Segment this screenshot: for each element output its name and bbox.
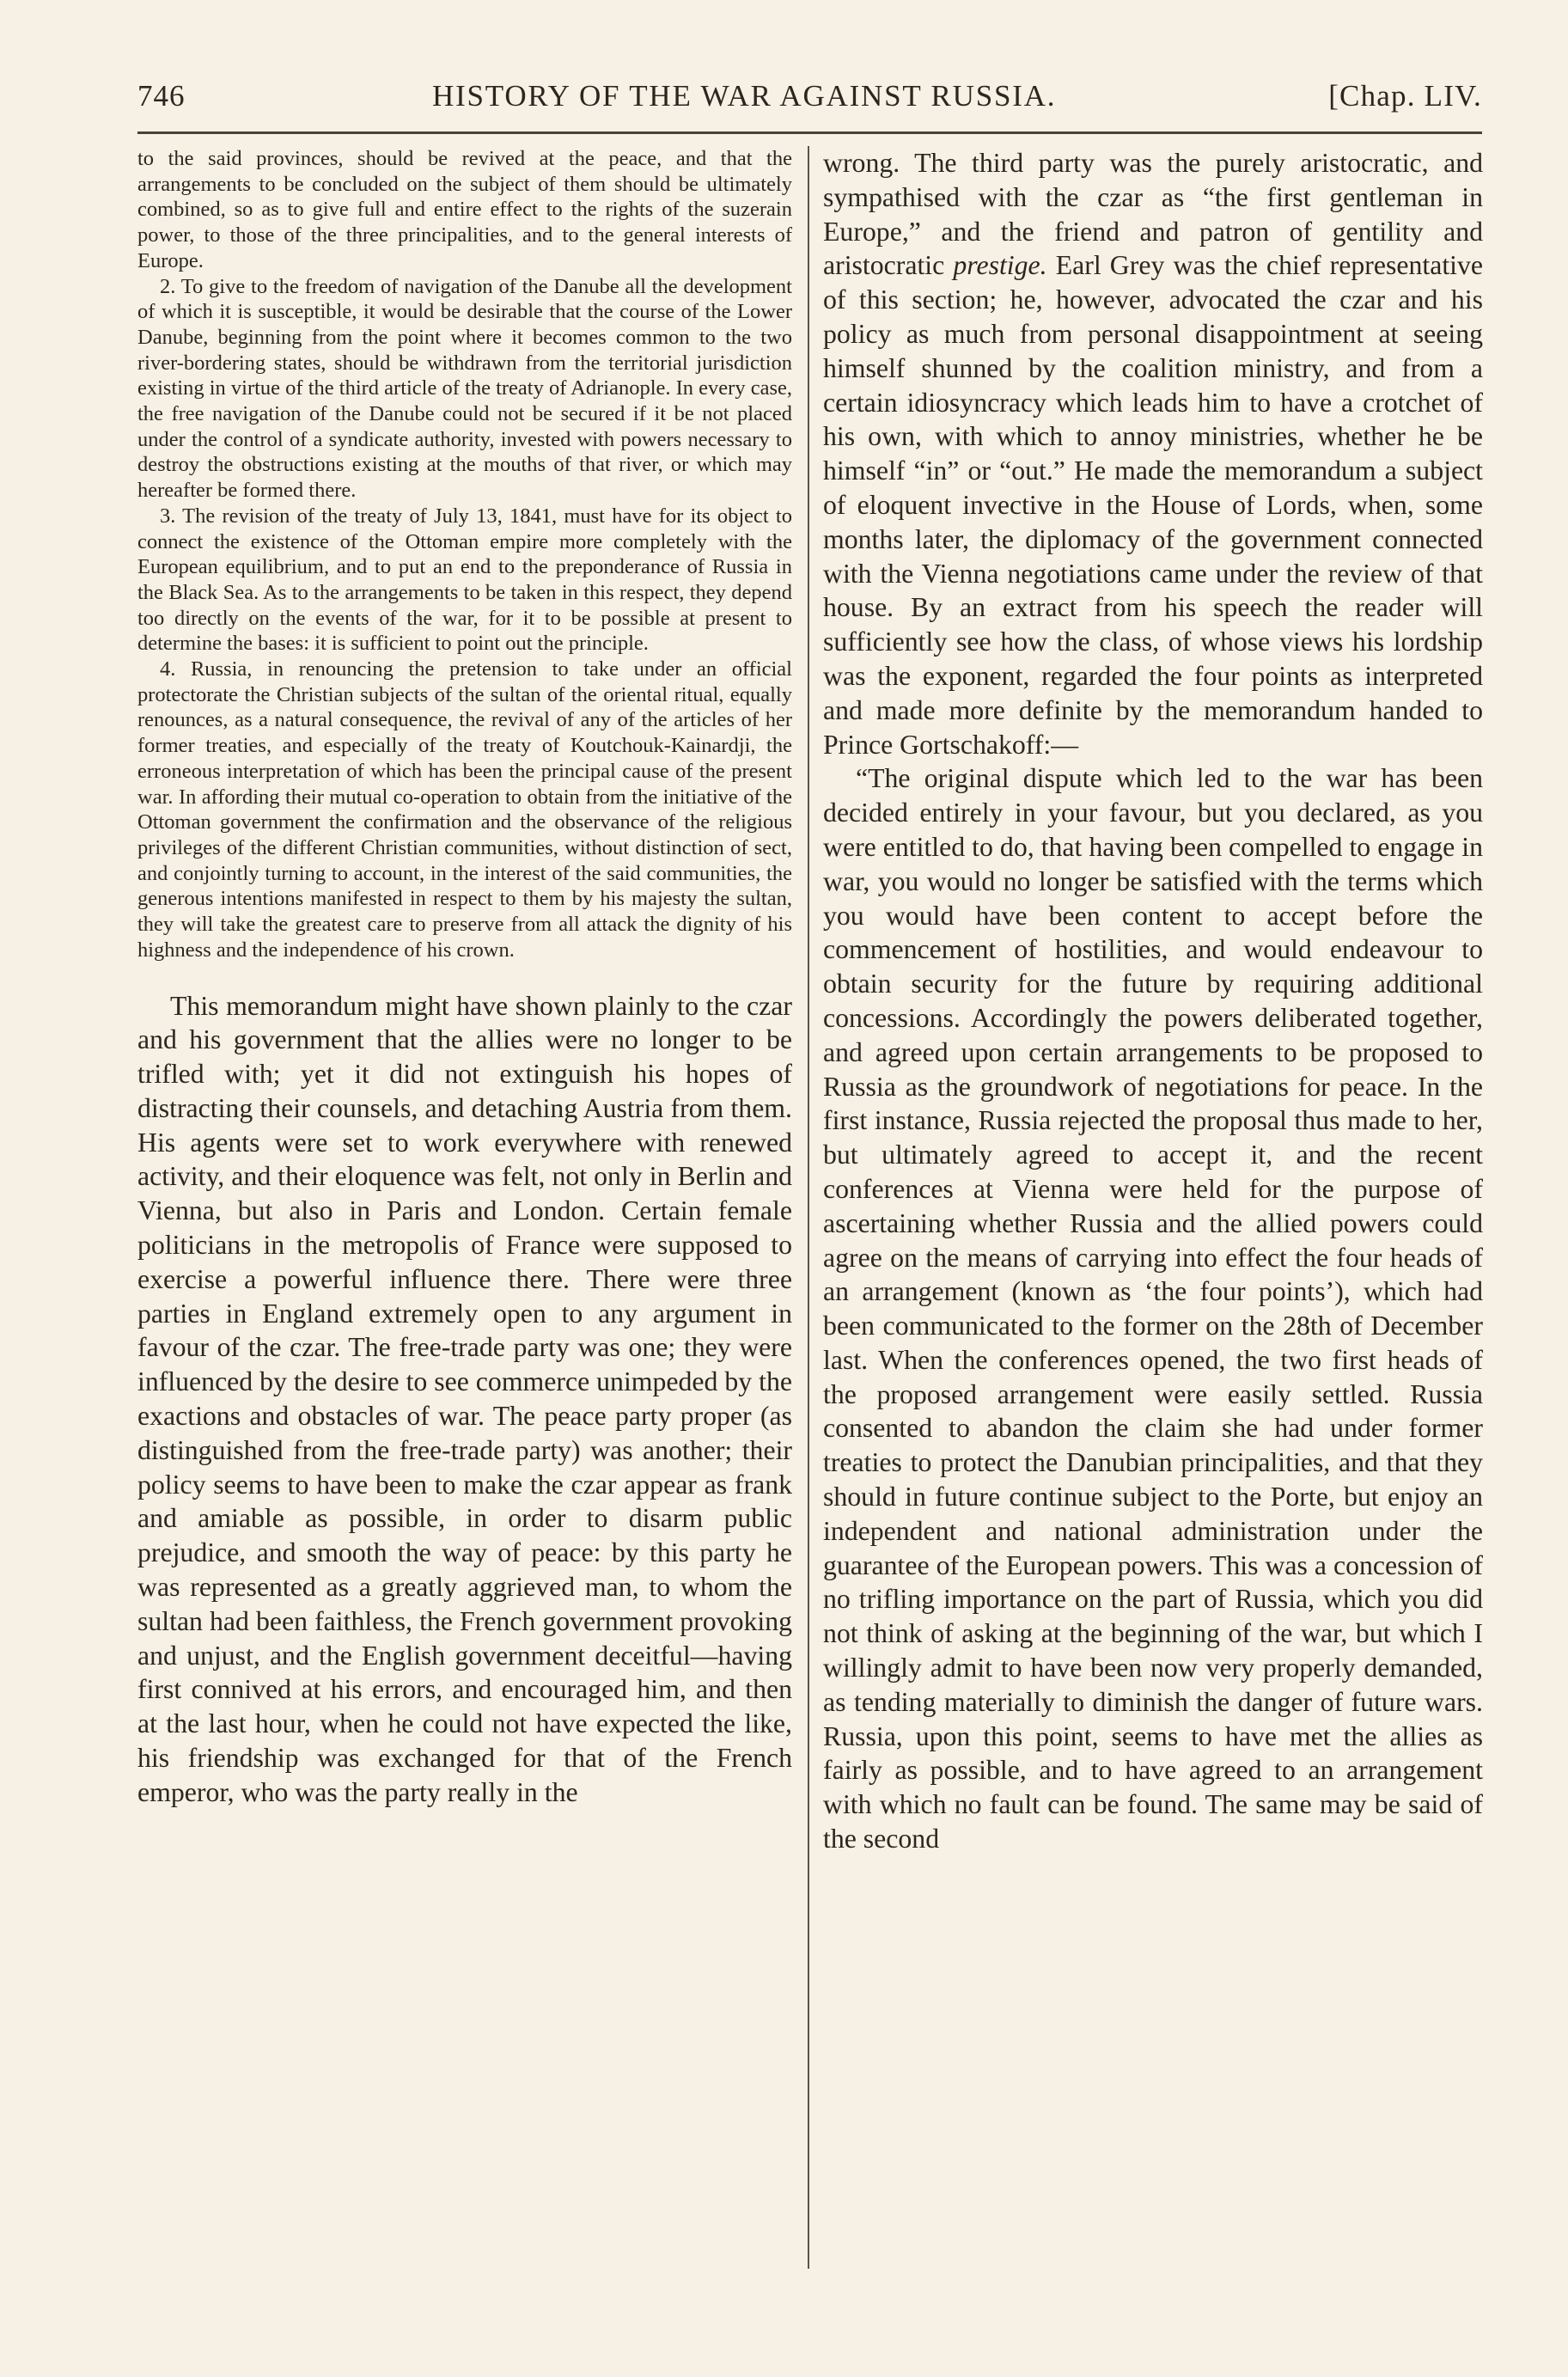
chapter-label: [Chap. LIV. xyxy=(1328,79,1482,113)
running-title: HISTORY OF THE WAR AGAINST RUSSIA. xyxy=(432,79,1057,113)
right-column xyxy=(823,146,1483,1856)
memorandum-clause-2: 2. To give to the freedom of navigation of the Danube all the development of which it is susceptible, it would be desirable that the course of the Lower Danube, beginning from the point where it becomes common to the two river-bordering states, should be withdrawn from the territorial jurisdiction existing in virtue of the third article of the treaty of Adrianople. In every case, the free navigation of the Danube could not be secured if it be not placed under the control of a syndicate authority, invested with powers necessary to destroy the obstructions existing at the mouths of that river, or which may hereafter be formed there. xyxy=(137,274,792,503)
page-number: 746 xyxy=(137,79,186,113)
clause-gap xyxy=(137,963,792,989)
earl-grey-paragraph xyxy=(823,146,1483,761)
speech-quotation: “The original dispute which led to the war has been decided entirely in your favour, but you declared, as you were entitled to do, that having been compelled to engage in war, you would no longer be satisfied with the terms which you would have been content to accept before the commencement of hostilities, and would endeavour to obtain security for the future by requiring additional concessions. Accordingly the powers deliberated together, and agreed upon certain arrangements to be proposed to Russia as the groundwork of negotiations for peace. In the first instance, Russia rejected the proposal thus made to her, but ultimately agreed to accept it, and the recent conferences at Vienna were held for the purpose of ascertaining whether Russia and the allied powers could agree on the means of carrying into effect the four heads of an arrangement (known as ‘the four points’), which had been communicated to the former on the 28th of December last. When the conferences opened, the two first heads of the proposed arrangement were easily settled. Russia consented to abandon the claim she had under former treaties to protect the Danubian principalities, and that they should in future continue subject to the Porte, but enjoy an independent and national administration under the guarantee of the European powers. This was a concession of no trifling importance on the part of Russia, which you did not think of asking at the beginning of the war, but which I willingly admit to have been now very properly demanded, as tending materially to diminish the danger of future wars. Russia, upon this point, seems to have met the allies as fairly as possible, and to have agreed to an arrangement with which no fault can be found. The same may be said of the second xyxy=(823,763,1483,1855)
narrative-block xyxy=(137,989,792,1810)
page-header xyxy=(137,79,1482,122)
earl-grey-text-part-1: wrong. The third party was the purely aristocratic, and sympathised with the czar as “the first gentleman in Europe,” and the friend and patron of gentility and aristocratic xyxy=(823,148,1483,281)
earl-grey-text-part-2: Earl Grey was the chief representative of this section; he, however, advocated the czar and his policy as much from personal disappointment at seeing himself shunned by the coalition ministry, and from a certain idiosyncracy which leads him to have a crotchet of his own, with which to annoy ministries, whether he be himself “in” or “out.” He made the memorandum a subject of eloquent invective in the House of Lords, when, some months later, the diplomacy of the government connected with the Vienna negotiations came under the review of that house. By an extract from his speech the reader will sufficiently see how the class, of whose views his lordship was the exponent, regarded the four points as interpreted and made more definite by the memorandum handed to Prince Gortschakoff:— xyxy=(823,250,1483,760)
column-divider xyxy=(808,146,809,2269)
right-text-block xyxy=(823,146,1483,1856)
memorandum-clauses xyxy=(137,146,792,963)
memorandum-clause-1-continued: to the said provinces, should be revived at the peace, and that the arrangements to be concluded on the subject of them should be ultimately combined, so as to give full and entire effect to the rights of the suzerain power, to those of the three principalities, and to the general interests of Europe. xyxy=(137,147,792,272)
memorandum-clause-4: 4. Russia, in renouncing the pretension to take under an official protectorate the Christian subjects of the sultan of the oriental ritual, equally renounces, as a natural consequence, the revival of any of the articles of her former treaties, and especially of the treaty of Koutchouk-Kainardji, the erroneous interpretation of which has been the principal cause of the present war. In affording their mutual co-operation to obtain from the initiative of the Ottoman government the confirmation and the observance of the religious privileges of the different Christian communities, without distinction of sect, and conjointly turning to account, in the interest of the said communities, the generous intentions manifested in respect to them by his majesty the sultan, they will take the greatest care to preserve from all attack the dignity of his highness and the independence of his crown. xyxy=(137,657,792,962)
header-rule xyxy=(137,131,1482,134)
narrative-paragraph: This memorandum might have shown plainly to the czar and his government that the allies were no longer to be trifled with; yet it did not extinguish his hopes of distracting their counsels, and detaching Austria from them. His agents were set to work everywhere with renewed activity, and their eloquence was felt, not only in Berlin and Vienna, but also in Paris and London. Certain female politicians in the metropolis of France were supposed to exercise a powerful influence there. There were three parties in England extremely open to any argument in favour of the czar. The free-trade party was one; they were influenced by the desire to see commerce unimpeded by the exactions and obstacles of war. The peace party proper (as distinguished from the free-trade party) was another; their policy seems to have been to make the czar appear as frank and amiable as possible, in order to disarm public prejudice, and smooth the way of peace: by this party he was represented as a greatly aggrieved man, to whom the sultan had been faithless, the French government provoking and unjust, and the English government deceitful—having first connived at his errors, and encouraged him, and then at the last hour, when he could not have expected the like, his friendship was exchanged for that of the French emperor, who was the party really in the xyxy=(137,990,792,1807)
prestige-italic: prestige. xyxy=(953,250,1047,281)
left-column xyxy=(137,146,792,1810)
memorandum-clause-3: 3. The revision of the treaty of July 13, 1841, must have for its object to connect the existence of the Ottoman empire more completely with the European equilibrium, and to put an end to the preponderance of Russia in the Black Sea. As to the arrangements to be taken in this respect, they depend too directly on the events of the war, for it to be possible at present to determine the bases: it is sufficient to point out the principle. xyxy=(137,504,792,656)
